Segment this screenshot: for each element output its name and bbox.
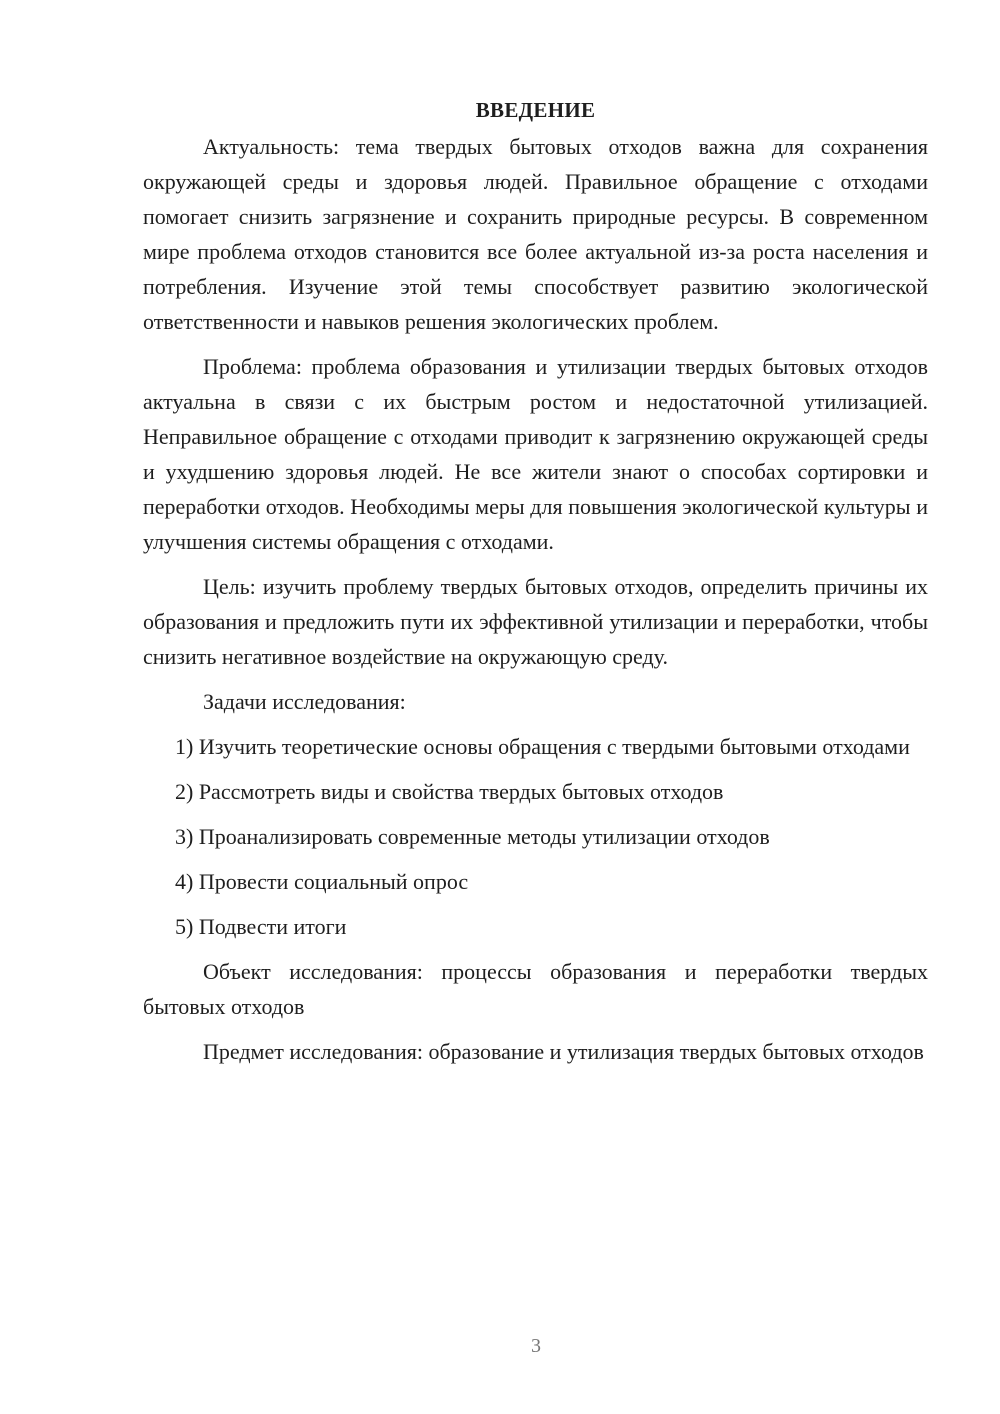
task-item: 2) Рассмотреть виды и свойства твердых бытовых отходов: [175, 779, 724, 804]
research-subject-paragraph: Предмет исследования: образование и утилизация твердых бытовых отходов: [203, 1039, 924, 1064]
task-item: 4) Провести социальный опрос: [175, 869, 469, 894]
problem-paragraph: Проблема: проблема образования и утилизации твердых бытовых отходов актуальна в связи с их быстрым ростом и недостаточной утилизацией. Неправильное обращение с отходами приводит к загрязнению окружающей среды и ухудшению здоровья людей. Не все жители знают о способах сортировки и переработки отходов. Необходимы меры для повышения экологической культуры и улучшения системы обращения с отходами.: [143, 354, 928, 554]
task-item: 5) Подвести итоги: [175, 914, 347, 939]
document-body: [143, 93, 928, 1079]
goal-paragraph: Цель: изучить проблему твердых бытовых отходов, определить причины их образования и предложить пути их эффективной утилизации и переработки, чтобы снизить негативное воздействие на окружающую среду.: [143, 574, 928, 669]
page-number: 3: [531, 1335, 541, 1357]
section-title: ВВЕДЕНИЕ: [475, 98, 596, 122]
research-object-paragraph: Объект исследования: процессы образования и переработки твердых бытовых отходов: [143, 959, 928, 1019]
tasks-list: [143, 729, 928, 944]
task-item: 3) Проанализировать современные методы утилизации отходов: [175, 824, 770, 849]
task-item: 1) Изучить теоретические основы обращения с твердыми бытовыми отходами: [175, 734, 910, 759]
relevance-paragraph: Актуальность: тема твердых бытовых отходов важна для сохранения окружающей среды и здоровья людей. Правильное обращение с отходами помогает снизить загрязнение и сохранить природные ресурсы. В современном мире проблема отходов становится все более актуальной из-за роста населения и потребления. Изучение этой темы способствует развитию экологической ответственности и навыков решения экологических проблем.: [143, 134, 928, 334]
tasks-heading: Задачи исследования:: [203, 689, 406, 714]
